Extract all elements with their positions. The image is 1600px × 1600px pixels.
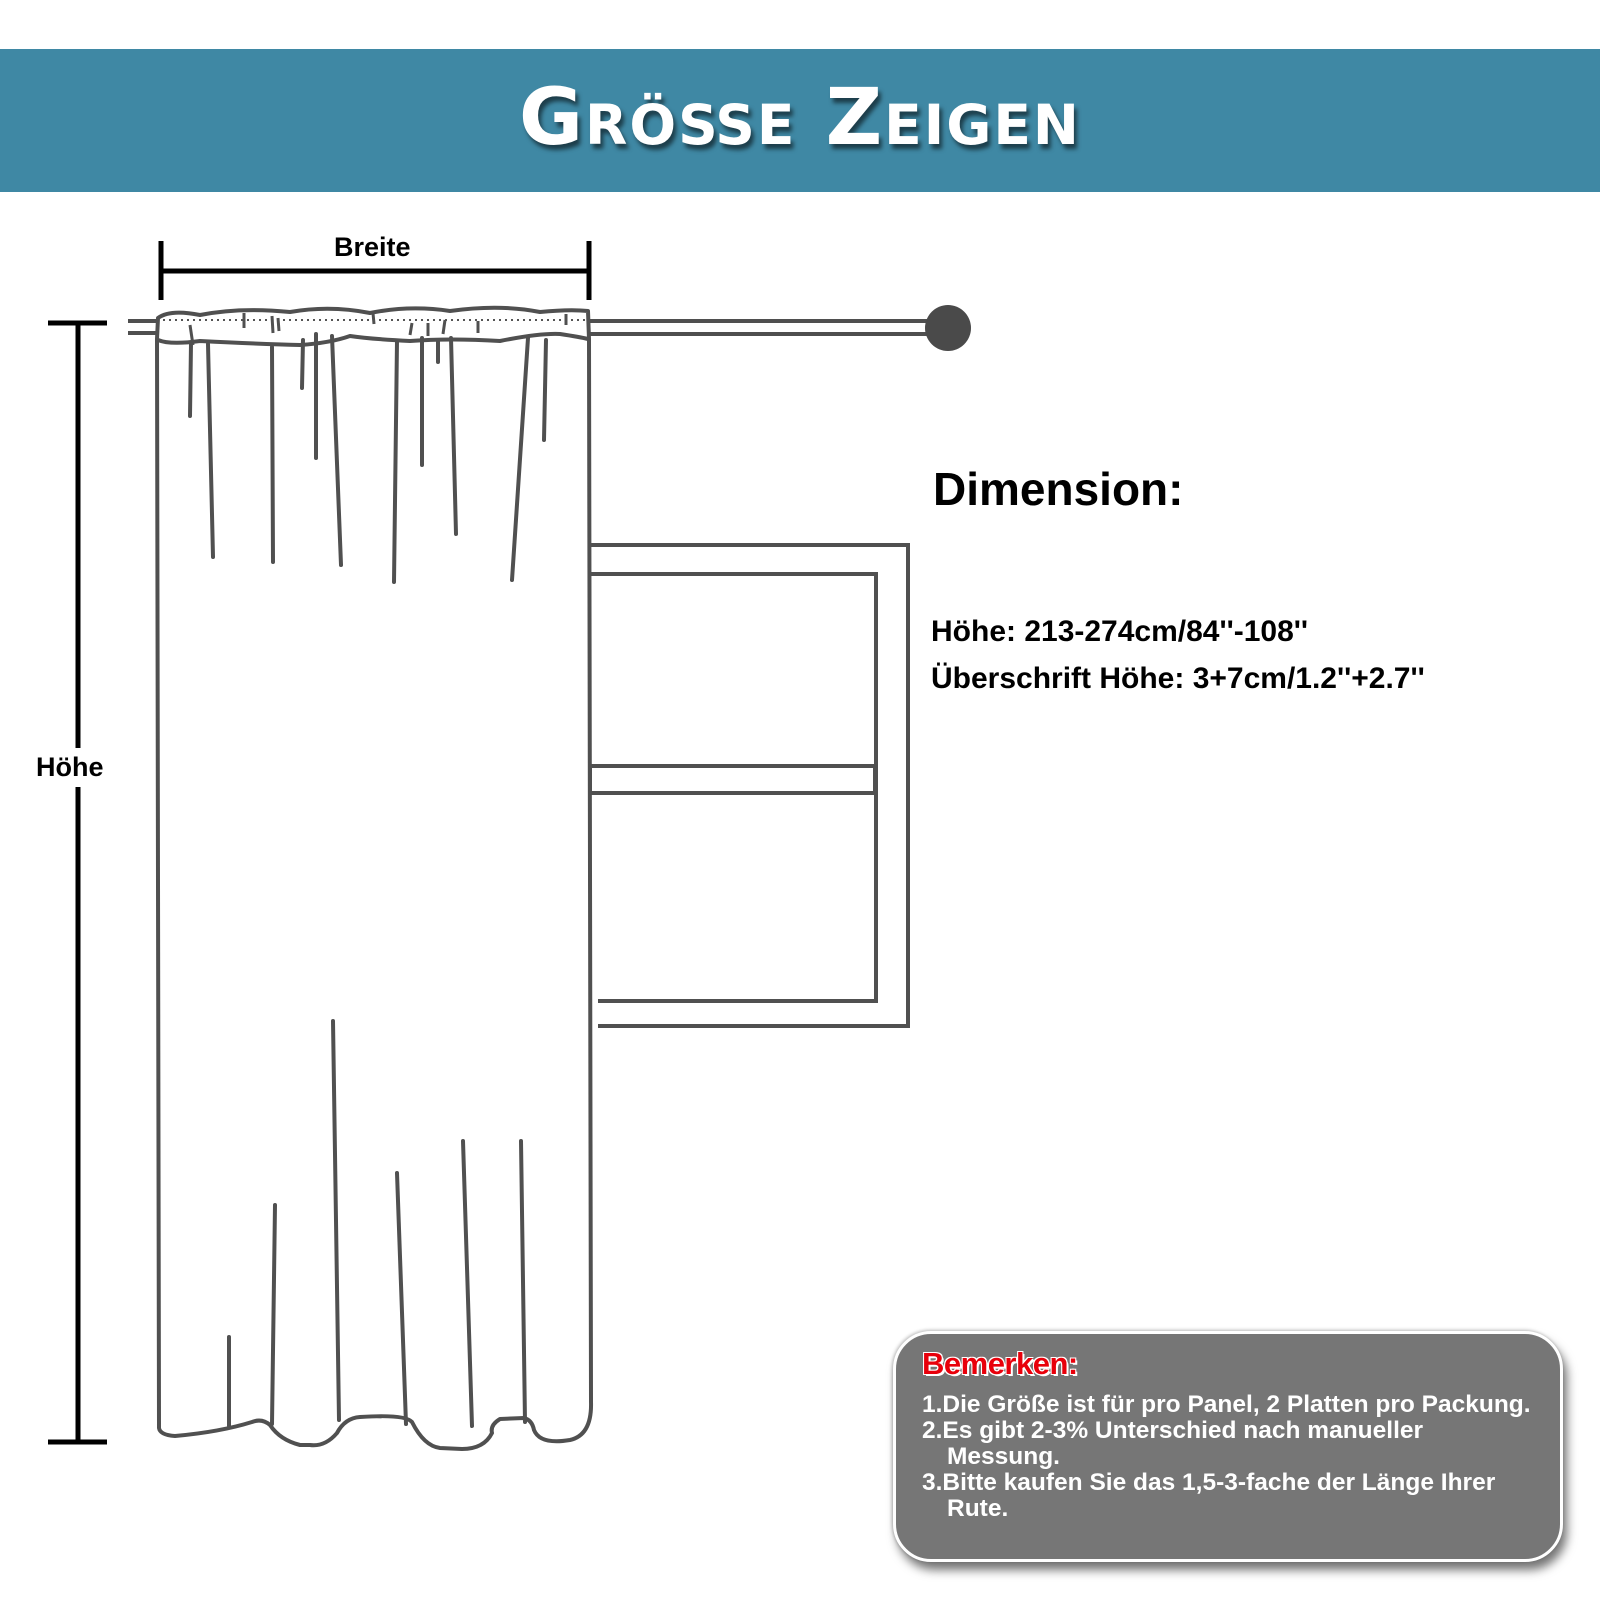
notes-title: Bemerken: — [922, 1346, 1078, 1381]
dimension-title: Dimension: — [933, 463, 1184, 515]
dimension-height: Höhe: 213-274cm/84''-108'' — [931, 615, 1309, 648]
height-label: Höhe — [36, 748, 104, 787]
width-label: Breite — [334, 232, 411, 262]
note-item: 3.Bitte kaufen Sie das 1,5-3-fache der Länge Ihrer Rute. — [922, 1469, 1496, 1522]
dimension-header-height: Überschrift Höhe: 3+7cm/1.2''+2.7'' — [931, 662, 1425, 695]
note-item: 2.Es gibt 2-3% Unterschied nach manueller Messung. — [922, 1417, 1424, 1470]
curtain-panel — [157, 308, 591, 1449]
window-frame — [587, 545, 908, 1026]
notes-list — [922, 1392, 1540, 1522]
notes-box — [893, 1331, 1563, 1562]
banner-title: Größe Zeigen — [519, 72, 1081, 163]
note-item: 1.Die Größe ist für pro Panel, 2 Platten pro Packung. — [922, 1391, 1531, 1418]
rod-finial-icon — [925, 305, 971, 351]
height-dimension-bracket — [48, 323, 107, 1442]
